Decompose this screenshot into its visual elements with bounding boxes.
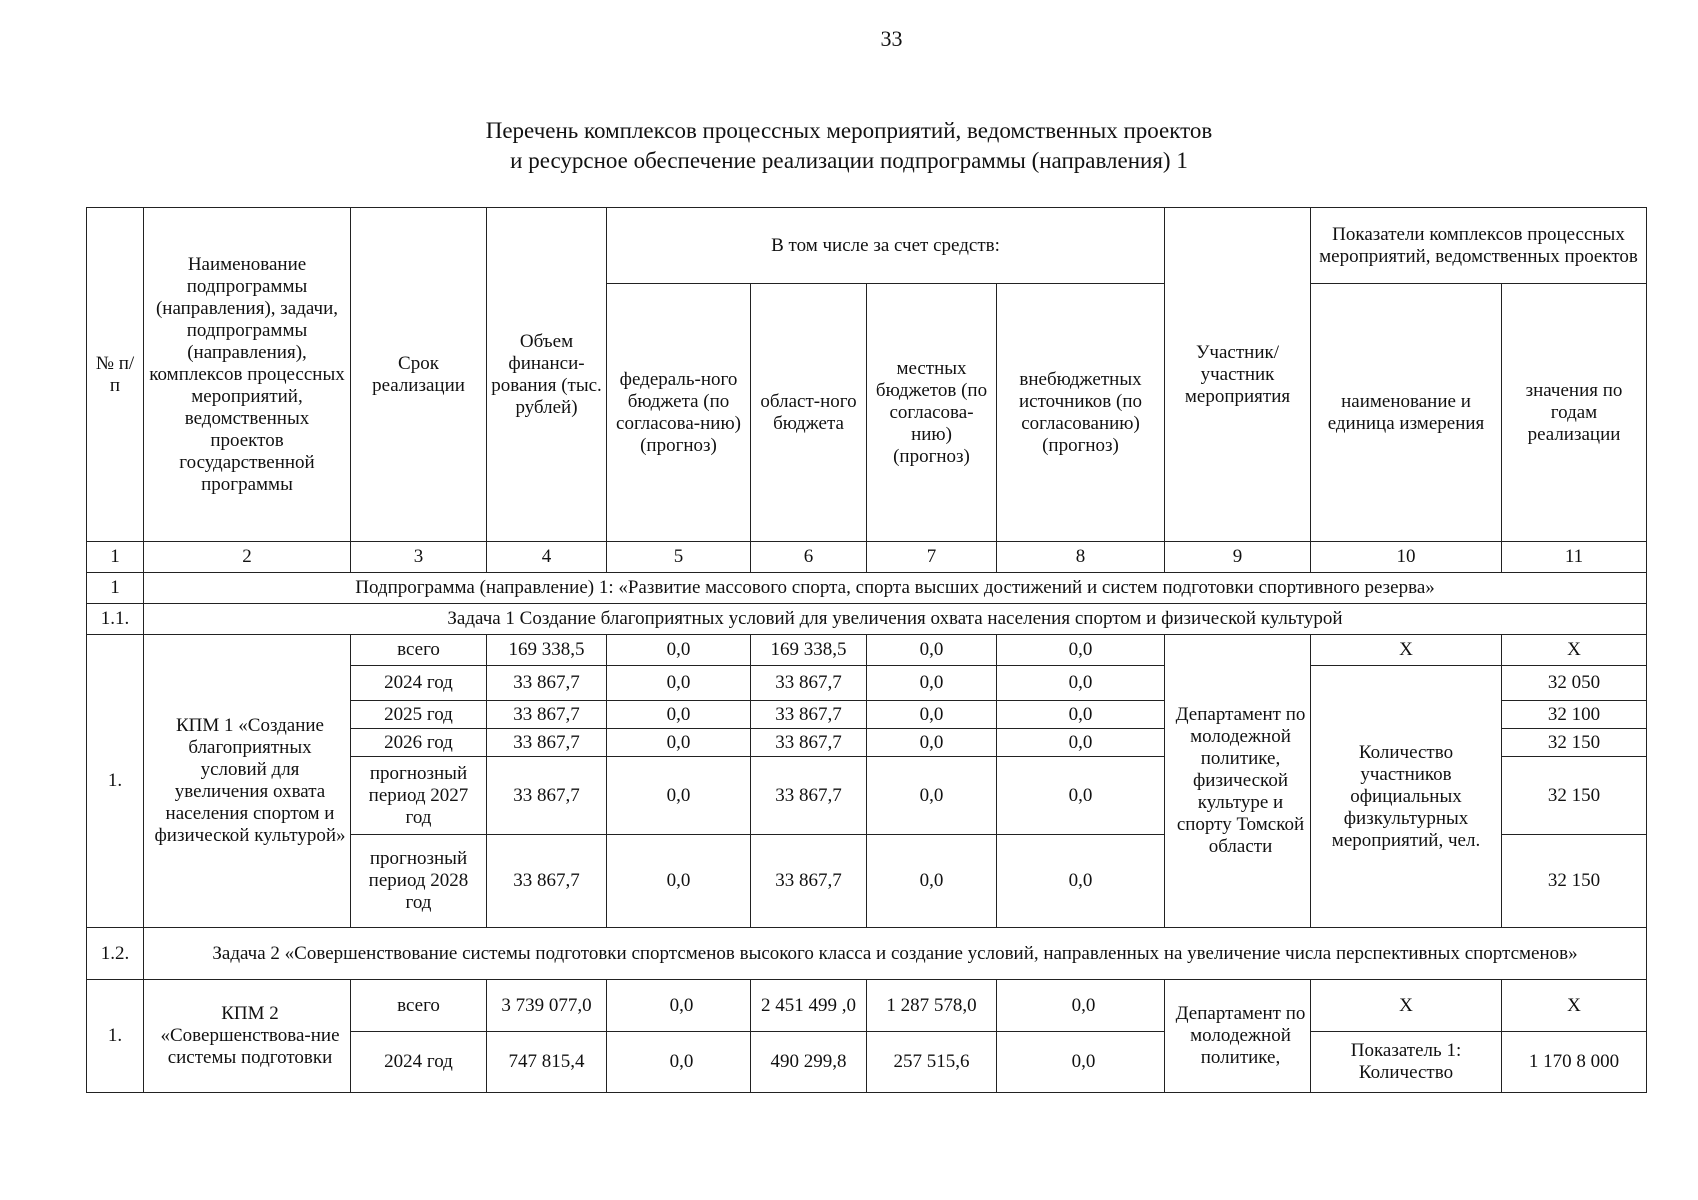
local-cell: 257 515,6 <box>867 1032 997 1093</box>
indicator-value-cell: 1 170 8 000 <box>1502 1032 1647 1093</box>
federal-cell: 0,0 <box>607 835 751 928</box>
col-num: 6 <box>751 542 867 573</box>
indicator-name-cell: Х <box>1311 980 1502 1032</box>
subprogram-num: 1 <box>87 573 144 604</box>
period-cell: всего <box>351 635 487 666</box>
header-num: № п/п <box>87 208 144 542</box>
col-num: 8 <box>997 542 1165 573</box>
period-cell: всего <box>351 980 487 1032</box>
federal-cell: 0,0 <box>607 666 751 701</box>
header-extra: внебюджетных источников (по согласованию) (прогноз) <box>997 284 1165 542</box>
subprogram-row <box>87 573 1647 604</box>
regional-cell: 33 867,7 <box>751 729 867 757</box>
local-cell: 0,0 <box>867 635 997 666</box>
kpm-name: КПМ 1 «Создание благоприятных условий для увеличения охвата населения спортом и физической культурой» <box>144 635 351 928</box>
participant-cell: Департамент по молодежной политике, физической культуре и спорту Томской области <box>1165 635 1311 928</box>
header-period: Срок реализации <box>351 208 487 542</box>
indicator-value-cell: Х <box>1502 635 1647 666</box>
program-table <box>86 207 1647 1093</box>
federal-cell: 0,0 <box>607 1032 751 1093</box>
extra-cell: 0,0 <box>997 1032 1165 1093</box>
task-text: Задача 2 «Совершенствование системы подготовки спортсменов высокого класса и создание условий, направленных на увеличение числа перспективных спортсменов» <box>144 928 1647 980</box>
table-row <box>87 980 1647 1032</box>
kpm-num: 1. <box>87 980 144 1093</box>
page-number: 33 <box>880 26 903 51</box>
task-num: 1.1. <box>87 604 144 635</box>
header-participant: Участник/ участник мероприятия <box>1165 208 1311 542</box>
period-cell: 2024 год <box>351 1032 487 1093</box>
local-cell: 1 287 578,0 <box>867 980 997 1032</box>
local-cell: 0,0 <box>867 701 997 729</box>
total-cell: 33 867,7 <box>487 835 607 928</box>
indicator-value-cell: 32 150 <box>1502 835 1647 928</box>
period-cell: 2025 год <box>351 701 487 729</box>
col-num: 9 <box>1165 542 1311 573</box>
header-regional: област-ного бюджета <box>751 284 867 542</box>
header-indicators-group: Показатели комплексов процессных мероприятий, ведомственных проектов <box>1311 208 1647 284</box>
federal-cell: 0,0 <box>607 980 751 1032</box>
subprogram-text: Подпрограмма (направление) 1: «Развитие массового спорта, спорта высших достижений и систем подготовки спортивного резерва» <box>144 573 1647 604</box>
indicator-name-cell: Показатель 1: Количество <box>1311 1032 1502 1093</box>
participant-cell: Департамент по молодежной политике, <box>1165 980 1311 1093</box>
indicator-value-cell: Х <box>1502 980 1647 1032</box>
col-num: 7 <box>867 542 997 573</box>
local-cell: 0,0 <box>867 757 997 835</box>
total-cell: 33 867,7 <box>487 757 607 835</box>
col-num: 1 <box>87 542 144 573</box>
regional-cell: 33 867,7 <box>751 757 867 835</box>
header-indicator-name: наименование и единица измерения <box>1311 284 1502 542</box>
indicator-name-cell: Количество участников официальных физкультурных мероприятий, чел. <box>1311 666 1502 928</box>
regional-cell: 490 299,8 <box>751 1032 867 1093</box>
total-cell: 747 815,4 <box>487 1032 607 1093</box>
col-num: 4 <box>487 542 607 573</box>
period-cell: 2026 год <box>351 729 487 757</box>
header-name: Наименование подпрограммы (направления), задачи, подпрограммы (направления), комплексов процессных мероприятий, ведомственных проектов государственной программы <box>144 208 351 542</box>
regional-cell: 33 867,7 <box>751 701 867 729</box>
indicator-value-cell: 32 150 <box>1502 757 1647 835</box>
header-funds-group: В том числе за счет средств: <box>607 208 1165 284</box>
local-cell: 0,0 <box>867 666 997 701</box>
local-cell: 0,0 <box>867 835 997 928</box>
local-cell: 0,0 <box>867 729 997 757</box>
regional-cell: 2 451 499 ,0 <box>751 980 867 1032</box>
header-volume: Объем финанси-рования (тыс. рублей) <box>487 208 607 542</box>
period-cell: прогнозный период 2028 год <box>351 835 487 928</box>
kpm-num: 1. <box>87 635 144 928</box>
extra-cell: 0,0 <box>997 729 1165 757</box>
kpm-name: КПМ 2 «Совершенствова-ние системы подготовки <box>144 980 351 1093</box>
table-row <box>87 635 1647 666</box>
extra-cell: 0,0 <box>997 666 1165 701</box>
federal-cell: 0,0 <box>607 729 751 757</box>
federal-cell: 0,0 <box>607 701 751 729</box>
total-cell: 169 338,5 <box>487 635 607 666</box>
title-line-2: и ресурсное обеспечение реализации подпрограммы (направления) 1 <box>510 148 1188 173</box>
total-cell: 33 867,7 <box>487 701 607 729</box>
col-num: 2 <box>144 542 351 573</box>
federal-cell: 0,0 <box>607 635 751 666</box>
task-text: Задача 1 Создание благоприятных условий для увеличения охвата населения спортом и физической культурой <box>144 604 1647 635</box>
indicator-value-cell: 32 050 <box>1502 666 1647 701</box>
total-cell: 3 739 077,0 <box>487 980 607 1032</box>
extra-cell: 0,0 <box>997 757 1165 835</box>
indicator-value-cell: 32 100 <box>1502 701 1647 729</box>
header-local: местных бюджетов (по согласова-нию) (прогноз) <box>867 284 997 542</box>
extra-cell: 0,0 <box>997 835 1165 928</box>
title-line-1: Перечень комплексов процессных мероприятий, ведомственных проектов <box>485 118 1213 143</box>
indicator-value-cell: 32 150 <box>1502 729 1647 757</box>
task-row <box>87 928 1647 980</box>
total-cell: 33 867,7 <box>487 666 607 701</box>
extra-cell: 0,0 <box>997 701 1165 729</box>
col-num: 10 <box>1311 542 1502 573</box>
federal-cell: 0,0 <box>607 757 751 835</box>
header-indicator-values: значения по годам реализации <box>1502 284 1647 542</box>
column-number-row <box>87 542 1647 573</box>
header-federal: федераль-ного бюджета (по согласова-нию) (прогноз) <box>607 284 751 542</box>
regional-cell: 169 338,5 <box>751 635 867 666</box>
task-row <box>87 604 1647 635</box>
document-title <box>0 116 1698 176</box>
period-cell: прогнозный период 2027 год <box>351 757 487 835</box>
extra-cell: 0,0 <box>997 635 1165 666</box>
col-num: 11 <box>1502 542 1647 573</box>
total-cell: 33 867,7 <box>487 729 607 757</box>
col-num: 5 <box>607 542 751 573</box>
period-cell: 2024 год <box>351 666 487 701</box>
regional-cell: 33 867,7 <box>751 666 867 701</box>
regional-cell: 33 867,7 <box>751 835 867 928</box>
col-num: 3 <box>351 542 487 573</box>
task-num: 1.2. <box>87 928 144 980</box>
indicator-name-cell: Х <box>1311 635 1502 666</box>
extra-cell: 0,0 <box>997 980 1165 1032</box>
